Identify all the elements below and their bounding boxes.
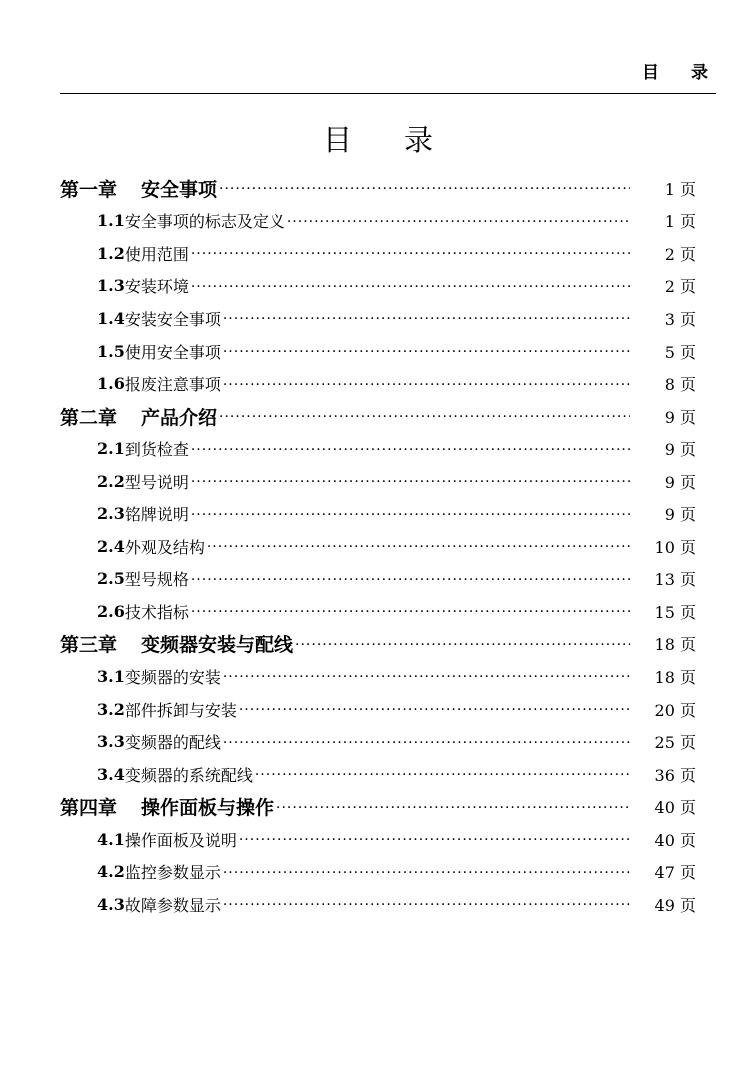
section-title: 报废注意事项 xyxy=(124,375,221,395)
dot-leader xyxy=(239,700,630,720)
chapter-number: 第三章 xyxy=(60,634,118,657)
table-of-contents xyxy=(60,172,696,921)
section-title: 变频器的安装 xyxy=(124,667,221,687)
page-number: 3 页 xyxy=(664,309,696,329)
chapter-number: 第一章 xyxy=(60,178,118,201)
dot-leader xyxy=(223,342,630,362)
page-number: 1 页 xyxy=(664,212,696,232)
section-title: 安全事项的标志及定义 xyxy=(124,212,285,232)
section-number: 2.4 xyxy=(97,536,125,556)
toc-chapter-entry[interactable] xyxy=(60,172,696,205)
section-title: 铭牌说明 xyxy=(124,505,189,525)
page-number: 36 页 xyxy=(654,765,696,785)
dot-leader xyxy=(191,440,630,460)
dot-leader xyxy=(223,863,630,883)
page-number: 1 页 xyxy=(664,179,696,199)
dot-leader xyxy=(191,244,630,264)
toc-section-entry[interactable] xyxy=(60,855,696,888)
toc-section-entry[interactable] xyxy=(60,205,696,238)
toc-section-entry[interactable] xyxy=(60,270,696,303)
section-number: 1.5 xyxy=(97,341,125,361)
section-title: 外观及结构 xyxy=(124,537,205,557)
dot-leader xyxy=(191,472,630,492)
running-header-title: 目录 xyxy=(642,63,740,83)
chapter-number: 第二章 xyxy=(60,406,118,429)
page-number: 15 页 xyxy=(654,602,696,622)
toc-section-entry[interactable] xyxy=(60,530,696,563)
running-header xyxy=(60,56,740,94)
dot-leader xyxy=(223,733,630,753)
section-title: 部件拆卸与安装 xyxy=(124,700,237,720)
page-number: 25 页 xyxy=(654,733,696,753)
section-number: 3.1 xyxy=(97,666,125,686)
section-number: 3.4 xyxy=(97,764,125,784)
dot-leader xyxy=(219,407,630,427)
section-title: 操作面板及说明 xyxy=(124,830,237,850)
toc-section-entry[interactable] xyxy=(60,432,696,465)
section-title: 型号规格 xyxy=(124,570,189,590)
page-number: 9 页 xyxy=(664,472,696,492)
toc-section-entry[interactable] xyxy=(60,595,696,628)
page-number: 18 页 xyxy=(654,635,696,655)
section-number: 2.2 xyxy=(97,471,125,491)
dot-leader xyxy=(287,212,630,232)
toc-chapter-entry[interactable] xyxy=(60,790,696,823)
section-number: 4.2 xyxy=(97,862,125,882)
toc-section-entry[interactable] xyxy=(60,335,696,368)
toc-section-entry[interactable] xyxy=(60,660,696,693)
toc-chapter-entry[interactable] xyxy=(60,400,696,433)
section-number: 1.6 xyxy=(97,374,125,394)
dot-leader xyxy=(191,277,630,297)
page-number: 47 页 xyxy=(654,863,696,883)
page-number: 9 页 xyxy=(664,505,696,525)
section-number: 4.1 xyxy=(97,829,125,849)
toc-section-entry[interactable] xyxy=(60,563,696,596)
page-number: 40 页 xyxy=(654,798,696,818)
page-number: 5 页 xyxy=(664,342,696,362)
chapter-title: 变频器安装与配线 xyxy=(141,634,294,657)
section-title: 使用安全事项 xyxy=(124,342,221,362)
page-number: 2 页 xyxy=(664,244,696,264)
page-number: 8 页 xyxy=(664,375,696,395)
toc-section-entry[interactable] xyxy=(60,725,696,758)
toc-section-entry[interactable] xyxy=(60,302,696,335)
page-title: 目录 xyxy=(322,123,485,157)
chapter-number: 第四章 xyxy=(60,797,118,820)
toc-section-entry[interactable] xyxy=(60,465,696,498)
section-number: 2.3 xyxy=(97,504,125,524)
section-number: 1.2 xyxy=(97,243,125,263)
page-number: 18 页 xyxy=(654,667,696,687)
section-number: 3.3 xyxy=(97,732,125,752)
page-number: 49 页 xyxy=(654,895,696,915)
chapter-title: 产品介绍 xyxy=(141,406,218,429)
dot-leader xyxy=(295,635,630,655)
section-title: 型号说明 xyxy=(124,472,189,492)
dot-leader xyxy=(191,602,630,622)
dot-leader xyxy=(223,895,630,915)
dot-leader xyxy=(276,798,630,818)
toc-section-entry[interactable] xyxy=(60,888,696,921)
section-number: 1.3 xyxy=(97,276,125,296)
section-title: 技术指标 xyxy=(124,602,189,622)
section-title: 安装环境 xyxy=(124,277,189,297)
section-number: 1.1 xyxy=(97,211,125,231)
section-number: 2.6 xyxy=(97,601,125,621)
toc-chapter-entry[interactable] xyxy=(60,628,696,661)
section-title: 变频器的系统配线 xyxy=(124,765,253,785)
toc-section-entry[interactable] xyxy=(60,497,696,530)
section-number: 2.1 xyxy=(97,439,125,459)
section-title: 使用范围 xyxy=(124,244,189,264)
section-title: 安装安全事项 xyxy=(124,309,221,329)
dot-leader xyxy=(191,505,630,525)
dot-leader xyxy=(255,765,630,785)
page-number: 9 页 xyxy=(664,440,696,460)
dot-leader xyxy=(191,570,630,590)
section-number: 1.4 xyxy=(97,308,125,328)
page-number: 20 页 xyxy=(654,700,696,720)
chapter-title: 安全事项 xyxy=(141,178,218,201)
toc-section-entry[interactable] xyxy=(60,237,696,270)
section-title: 到货检查 xyxy=(124,440,189,460)
toc-section-entry[interactable] xyxy=(60,367,696,400)
chapter-title: 操作面板与操作 xyxy=(141,797,275,820)
dot-leader xyxy=(207,537,630,557)
dot-leader xyxy=(223,667,630,687)
page-number: 13 页 xyxy=(654,570,696,590)
section-number: 4.3 xyxy=(97,894,125,914)
section-title: 监控参数显示 xyxy=(124,863,221,883)
dot-leader xyxy=(223,375,630,395)
section-number: 3.2 xyxy=(97,699,125,719)
section-title: 故障参数显示 xyxy=(124,895,221,915)
toc-section-entry[interactable] xyxy=(60,758,696,791)
toc-section-entry[interactable] xyxy=(60,693,696,726)
dot-leader xyxy=(219,179,630,199)
section-title: 变频器的配线 xyxy=(124,733,221,753)
page-number: 2 页 xyxy=(664,277,696,297)
dot-leader xyxy=(223,309,630,329)
page-number: 40 页 xyxy=(654,830,696,850)
page-number: 10 页 xyxy=(654,537,696,557)
dot-leader xyxy=(239,830,630,850)
toc-section-entry[interactable] xyxy=(60,823,696,856)
page-number: 9 页 xyxy=(664,407,696,427)
section-number: 2.5 xyxy=(97,569,125,589)
